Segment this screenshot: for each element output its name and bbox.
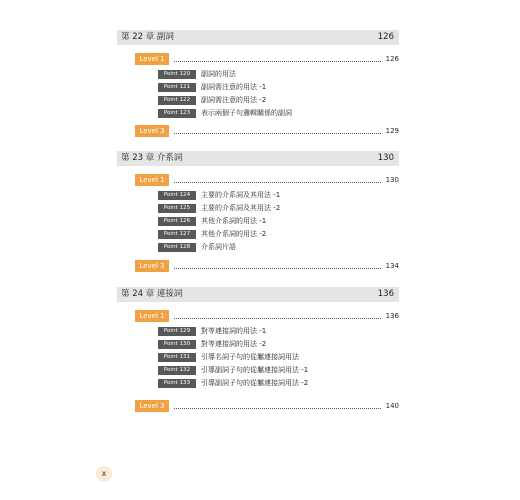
level-badge: Level 3 [135,125,169,137]
level-page-number: 129 [385,127,399,135]
level-1-entry[interactable] [135,174,399,186]
level-3-entry[interactable] [135,125,399,137]
level-badge: Level 1 [135,310,169,322]
chapter-23 [117,151,399,270]
point-badge: Point 133 [158,379,196,388]
point-entry[interactable] [158,109,378,119]
level-badge: Level 3 [135,260,169,272]
point-title: 其他介系詞的用法 -2 [201,230,267,238]
point-title: 對等連接詞的用法 -2 [201,340,267,348]
chapter-title: 第 23 章 介系詞 [121,153,183,163]
point-badge: Point 120 [158,70,196,79]
point-entry[interactable] [158,83,378,93]
point-badge: Point 131 [158,353,196,362]
level-badge: Level 1 [135,174,169,186]
point-entry[interactable] [158,96,378,106]
point-title: 表示兩個子句邏輯關係的副詞 [201,109,292,117]
level-page-number: 130 [385,176,399,184]
point-entry[interactable] [158,243,378,253]
point-entry[interactable] [158,191,378,201]
point-title: 介系詞片語 [201,243,236,251]
chapter-22 [117,30,399,135]
level-3-entry[interactable] [135,260,399,272]
chapter-title: 第 24 章 連接詞 [121,289,183,299]
point-badge: Point 126 [158,217,196,226]
point-title: 副詞需注意的用法 -1 [201,83,267,91]
point-badge: Point 130 [158,340,196,349]
point-badge: Point 129 [158,327,196,336]
level-badge: Level 1 [135,53,169,65]
point-entry[interactable] [158,353,378,363]
point-badge: Point 132 [158,366,196,375]
point-title: 副詞的用法 [201,70,236,78]
dot-leader [174,318,381,319]
point-badge: Point 123 [158,109,196,118]
dot-leader [174,408,381,409]
point-entry[interactable] [158,340,378,350]
point-badge: Point 124 [158,191,196,200]
point-title: 引導副詞子句的從屬連接詞用法 -2 [201,379,309,387]
point-title: 引導名詞子句的從屬連接詞用法 [201,353,299,361]
point-entry[interactable] [158,366,378,376]
point-badge: Point 125 [158,204,196,213]
point-title: 副詞需注意的用法 -2 [201,96,267,104]
point-badge: Point 121 [158,83,196,92]
point-entry[interactable] [158,204,378,214]
chapter-title: 第 22 章 副詞 [121,32,174,42]
chapter-header [117,151,399,166]
point-entry[interactable] [158,327,378,337]
level-1-entry[interactable] [135,53,399,65]
point-title: 其他介系詞的用法 -1 [201,217,267,225]
point-badge: Point 128 [158,243,196,252]
point-title: 引導副詞子句的從屬連接詞用法 -1 [201,366,309,374]
dot-leader [174,61,381,62]
point-entry[interactable] [158,379,378,389]
dot-leader [174,268,381,269]
chapter-page-number: 136 [377,289,394,299]
level-page-number: 136 [385,312,399,320]
point-entry[interactable] [158,70,378,80]
level-page-number: 134 [385,262,399,270]
dot-leader [174,182,381,183]
level-1-entry[interactable] [135,310,399,322]
point-title: 對等連接詞的用法 -1 [201,327,267,335]
level-page-number: 126 [385,55,399,63]
level-3-entry[interactable] [135,400,399,412]
page-number: x [96,466,112,482]
chapter-header [117,30,399,45]
chapter-page-number: 130 [377,153,394,163]
point-entry[interactable] [158,217,378,227]
dot-leader [174,133,381,134]
level-badge: Level 3 [135,400,169,412]
point-badge: Point 127 [158,230,196,239]
chapter-header [117,287,399,302]
point-title: 主要的介系詞及其用法 -1 [201,191,281,199]
point-title: 主要的介系詞及其用法 -2 [201,204,281,212]
chapter-page-number: 126 [377,32,394,42]
point-badge: Point 122 [158,96,196,105]
point-entry[interactable] [158,230,378,240]
chapter-24 [117,287,399,410]
level-page-number: 140 [385,402,399,410]
